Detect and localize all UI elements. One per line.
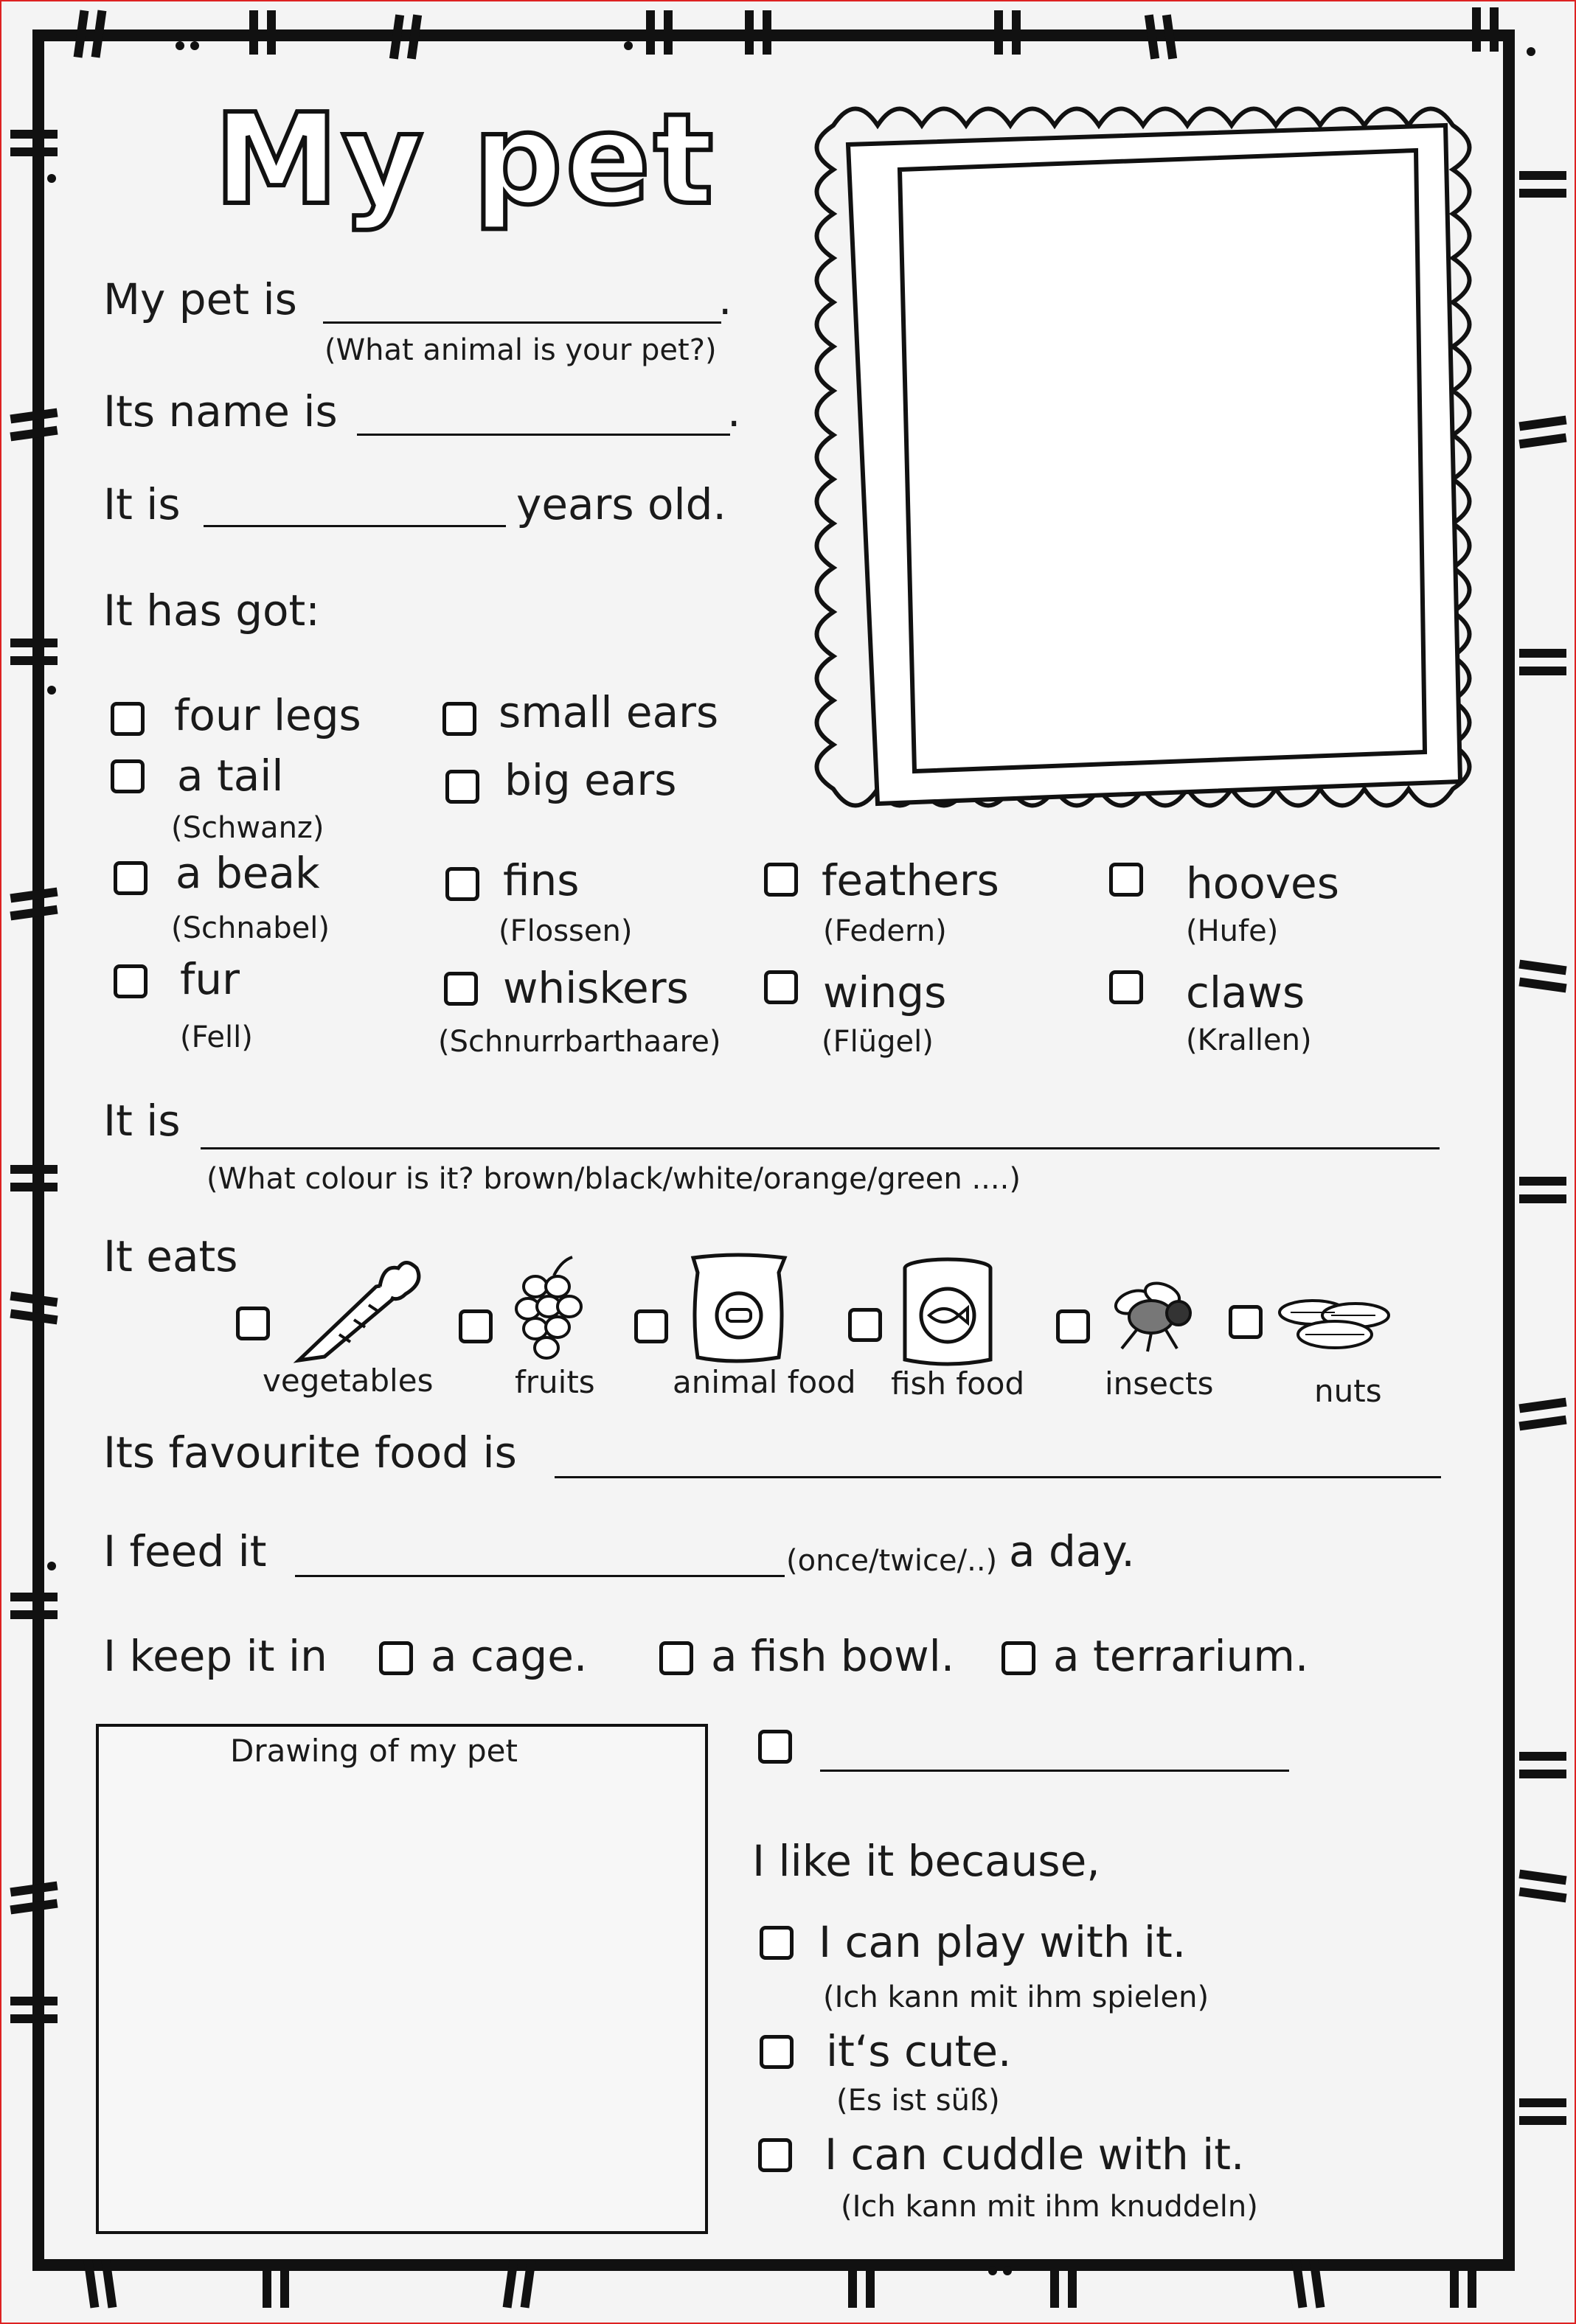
fish-food-can-icon (900, 1256, 996, 1367)
food-insects-label: insects (1105, 1365, 1214, 1402)
page-title: My pet (214, 87, 717, 233)
fly-icon (1111, 1273, 1207, 1354)
feed-frequency-blank[interactable] (295, 1575, 785, 1577)
habitat-fish-bowl: a fish bowl. (711, 1631, 955, 1681)
colour-hint: (What colour is it? brown/black/white/orange/green ....) (206, 1162, 1021, 1196)
checkbox-fish-bowl[interactable] (659, 1641, 693, 1675)
name-is-period: . (727, 386, 741, 436)
pet-food-bag-icon (686, 1250, 792, 1368)
checkbox-whiskers[interactable] (444, 972, 478, 1006)
checkbox-cuddle[interactable] (758, 2138, 792, 2172)
checkbox-insects[interactable] (1056, 1309, 1090, 1343)
checkbox-other-habitat[interactable] (758, 1730, 792, 1764)
nuts-icon (1276, 1290, 1394, 1357)
reason-cute: it‘s cute. (826, 2026, 1012, 2076)
feature-hooves-translation: (Hufe) (1186, 914, 1279, 948)
checkbox-fish-food[interactable] (848, 1308, 882, 1342)
feature-wings: wings (823, 967, 947, 1017)
reason-play: I can play with it. (819, 1917, 1187, 1967)
checkbox-play[interactable] (760, 1926, 794, 1960)
eats-label: It eats (103, 1231, 238, 1281)
age-blank[interactable] (204, 525, 506, 527)
checkbox-wings[interactable] (764, 970, 798, 1004)
colour-label: It is (103, 1096, 181, 1146)
pet-is-hint: (What animal is your pet?) (324, 333, 717, 367)
name-is-label: Its name is (103, 386, 338, 436)
drawing-area[interactable] (96, 1724, 708, 2234)
checkbox-terrarium[interactable] (1002, 1641, 1035, 1675)
carrot-icon (295, 1253, 420, 1364)
checkbox-vegetables[interactable] (236, 1307, 270, 1340)
checkbox-small-ears[interactable] (442, 702, 476, 736)
favourite-label: Its favourite food is (103, 1427, 517, 1478)
pet-name-blank[interactable] (357, 434, 730, 436)
checkbox-fins[interactable] (445, 867, 479, 901)
habitat-terrarium: a terrarium. (1053, 1631, 1309, 1681)
checkbox-beak[interactable] (114, 861, 147, 895)
photo-frame (804, 96, 1512, 826)
checkbox-big-ears[interactable] (445, 770, 479, 804)
pet-animal-blank[interactable] (323, 321, 721, 324)
feature-fur: fur (180, 954, 240, 1004)
checkbox-claws[interactable] (1109, 970, 1143, 1004)
feature-beak: a beak (176, 848, 320, 898)
reason-cuddle-translation: (Ich kann mit ihm knuddeln) (841, 2190, 1258, 2224)
feature-feathers: feathers (822, 855, 999, 905)
feature-big-ears: big ears (504, 755, 677, 805)
reason-play-translation: (Ich kann mit ihm spielen) (823, 1980, 1209, 2014)
food-fruits-label: fruits (515, 1364, 595, 1400)
checkbox-hooves[interactable] (1109, 863, 1143, 897)
checkbox-tail[interactable] (111, 759, 145, 793)
food-fish-food-label: fish food (891, 1365, 1025, 1402)
feature-whiskers: whiskers (503, 963, 689, 1013)
feed-suffix: a day. (1009, 1526, 1135, 1576)
favourite-food-blank[interactable] (555, 1476, 1441, 1478)
pet-is-label: My pet is (103, 274, 297, 324)
food-nuts-label: nuts (1314, 1373, 1382, 1409)
grapes-icon (513, 1253, 587, 1364)
feature-whiskers-translation: (Schnurrbarthaare) (438, 1025, 721, 1059)
feed-label: I feed it (103, 1526, 267, 1576)
feature-feathers-translation: (Federn) (823, 914, 947, 948)
feature-claws: claws (1186, 967, 1305, 1017)
like-label: I like it because, (752, 1836, 1100, 1886)
checkbox-feathers[interactable] (764, 863, 798, 897)
colour-blank[interactable] (201, 1147, 1440, 1149)
checkbox-fruits[interactable] (459, 1309, 493, 1343)
checkbox-cage[interactable] (379, 1641, 413, 1675)
checkbox-animal-food[interactable] (634, 1309, 668, 1343)
age-label: It is (103, 479, 181, 529)
checkbox-fur[interactable] (114, 964, 147, 998)
food-animal-food-label: animal food (673, 1364, 856, 1400)
has-got-label: It has got: (103, 585, 320, 636)
feed-hint: (once/twice/..) (786, 1544, 998, 1578)
feature-four-legs: four legs (174, 690, 361, 740)
pet-is-period: . (718, 274, 732, 324)
checkbox-four-legs[interactable] (111, 702, 145, 736)
checkbox-nuts[interactable] (1229, 1305, 1263, 1339)
feature-fins-translation: (Flossen) (499, 914, 633, 948)
feature-claws-translation: (Krallen) (1186, 1023, 1312, 1057)
reason-cuddle: I can cuddle with it. (825, 2129, 1245, 2179)
food-vegetables-label: vegetables (263, 1363, 434, 1399)
feature-fins: fins (503, 855, 580, 905)
feature-fur-translation: (Fell) (180, 1020, 253, 1054)
drawing-label: Drawing of my pet (230, 1733, 518, 1769)
feature-wings-translation: (Flügel) (822, 1025, 934, 1059)
feature-small-ears: small ears (499, 687, 719, 737)
checkbox-cute[interactable] (760, 2035, 794, 2069)
feature-tail-translation: (Schwanz) (171, 811, 324, 845)
other-habitat-blank[interactable] (820, 1770, 1289, 1772)
age-suffix: years old. (516, 479, 726, 529)
reason-cute-translation: (Es ist süß) (836, 2084, 1000, 2118)
habitat-cage: a cage. (431, 1631, 588, 1681)
feature-hooves: hooves (1186, 858, 1339, 908)
feature-beak-translation: (Schnabel) (171, 911, 330, 945)
keep-label: I keep it in (103, 1631, 327, 1681)
feature-tail: a tail (177, 751, 284, 801)
